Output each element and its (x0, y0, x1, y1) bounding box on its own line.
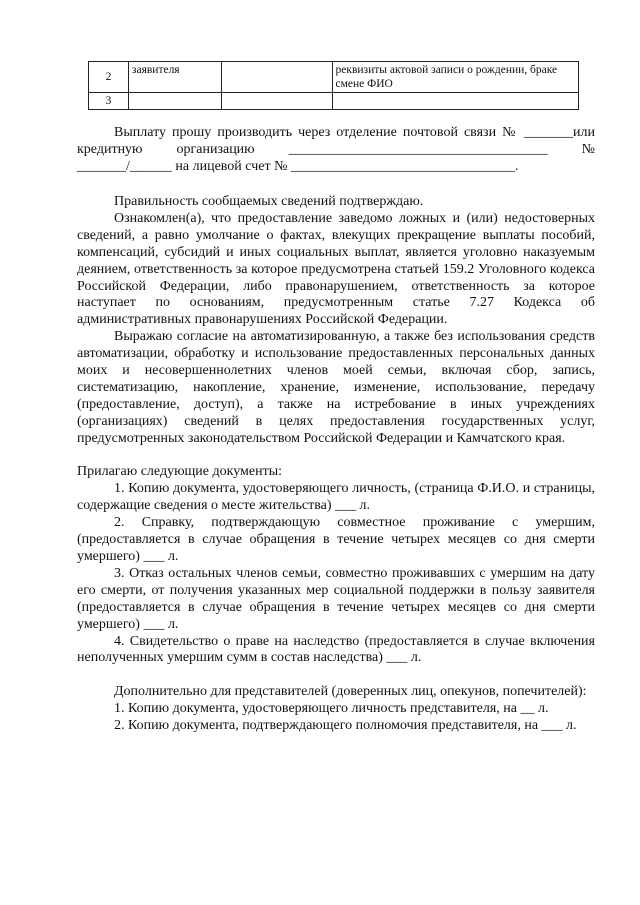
attachment-item: 3. Отказ остальных членов семьи, совместно проживавших с умершим на дату его смерти, от получения указанных мер социальной поддержки в пользу заявителя (предоставляется в случае обращения в течение четырех месяцев со дня смерти умершего) ___ л. (77, 565, 595, 632)
payment-paragraph: Выплату прошу производить через отделение почтовой связи № _______или кредитную организацию _____________________________________ № _______/______ на лицевой счет № ________________________________. (77, 125, 595, 174)
table-cell (128, 93, 221, 110)
payment-section (77, 125, 595, 176)
table-row (89, 62, 579, 93)
representatives-heading: Дополнительно для представителей (доверенных лиц, опекунов, попечителей): (114, 684, 587, 700)
acknowledge-paragraph: Ознакомлен(а), что предоставление заведомо ложных и (или) недостоверных сведений, а равно умолчание о фактах, влекущих прекращение выплаты пособий, компенсаций, субсидий и иных социальных выплат, является уголовно наказуемым деянием, ответственность за которое предусмотрена статьей 159.2 Уголовного кодекса Российской Федерации, либо правонарушением, ответственность за которое наступает по основаниям, предусмотренным статье 7.27 Кодекса об административных правонарушениях Российской Федерации. (77, 210, 595, 328)
table-cell: 3 (89, 93, 129, 110)
table-cell (221, 93, 332, 110)
table-cell (221, 62, 332, 93)
table-cell (332, 93, 578, 110)
confirm-paragraph: Правильность сообщаемых сведений подтверждаю. (114, 194, 424, 209)
consent-paragraph: Выражаю согласие на автоматизированную, а также без использования средств автоматизации, обработку и использование предоставленных персональных данных моих и несовершеннолетних членов моей семьи, включая сбор, запись, систематизацию, накопление, хранение, изменение, использование, передачу (предоставление, доступ), а также на истребование в иных учреждениях (организациях) сведений в целях предоставления государственных услуг, предусмотренных законодательством Российской Федерации и Камчатского края. (77, 329, 595, 446)
representative-item: 2. Копию документа, подтверждающего полномочия представителя, на ___ л. (114, 718, 577, 734)
attachment-item: 2. Справку, подтверждающую совместное проживание с умершим, (предоставляется в случае обращения в течение четырех месяцев со дня смерти умершего) ___ л. (77, 515, 595, 565)
table-row (89, 93, 579, 110)
table-cell: реквизиты актовой записи о рождении, браке смене ФИО (332, 62, 578, 93)
attachment-item: 4. Свидетельство о праве на наследство (предоставляется в случае включения неполученных умершим сумм в состав наследства) ___ л. (77, 633, 595, 666)
table-cell: 2 (89, 62, 129, 93)
records-table (88, 61, 579, 110)
representative-item: 1. Копию документа, удостоверяющего личность представителя, на __ л. (114, 701, 549, 717)
attachments-heading: Прилагаю следующие документы: (77, 464, 283, 480)
declaration-section (77, 194, 595, 735)
table-cell: заявителя (128, 62, 221, 93)
attachment-item: 1. Копию документа, удостоверяющего личность, (страница Ф.И.О. и страницы, содержащие сведения о месте жительства) ___ л. (77, 481, 595, 514)
